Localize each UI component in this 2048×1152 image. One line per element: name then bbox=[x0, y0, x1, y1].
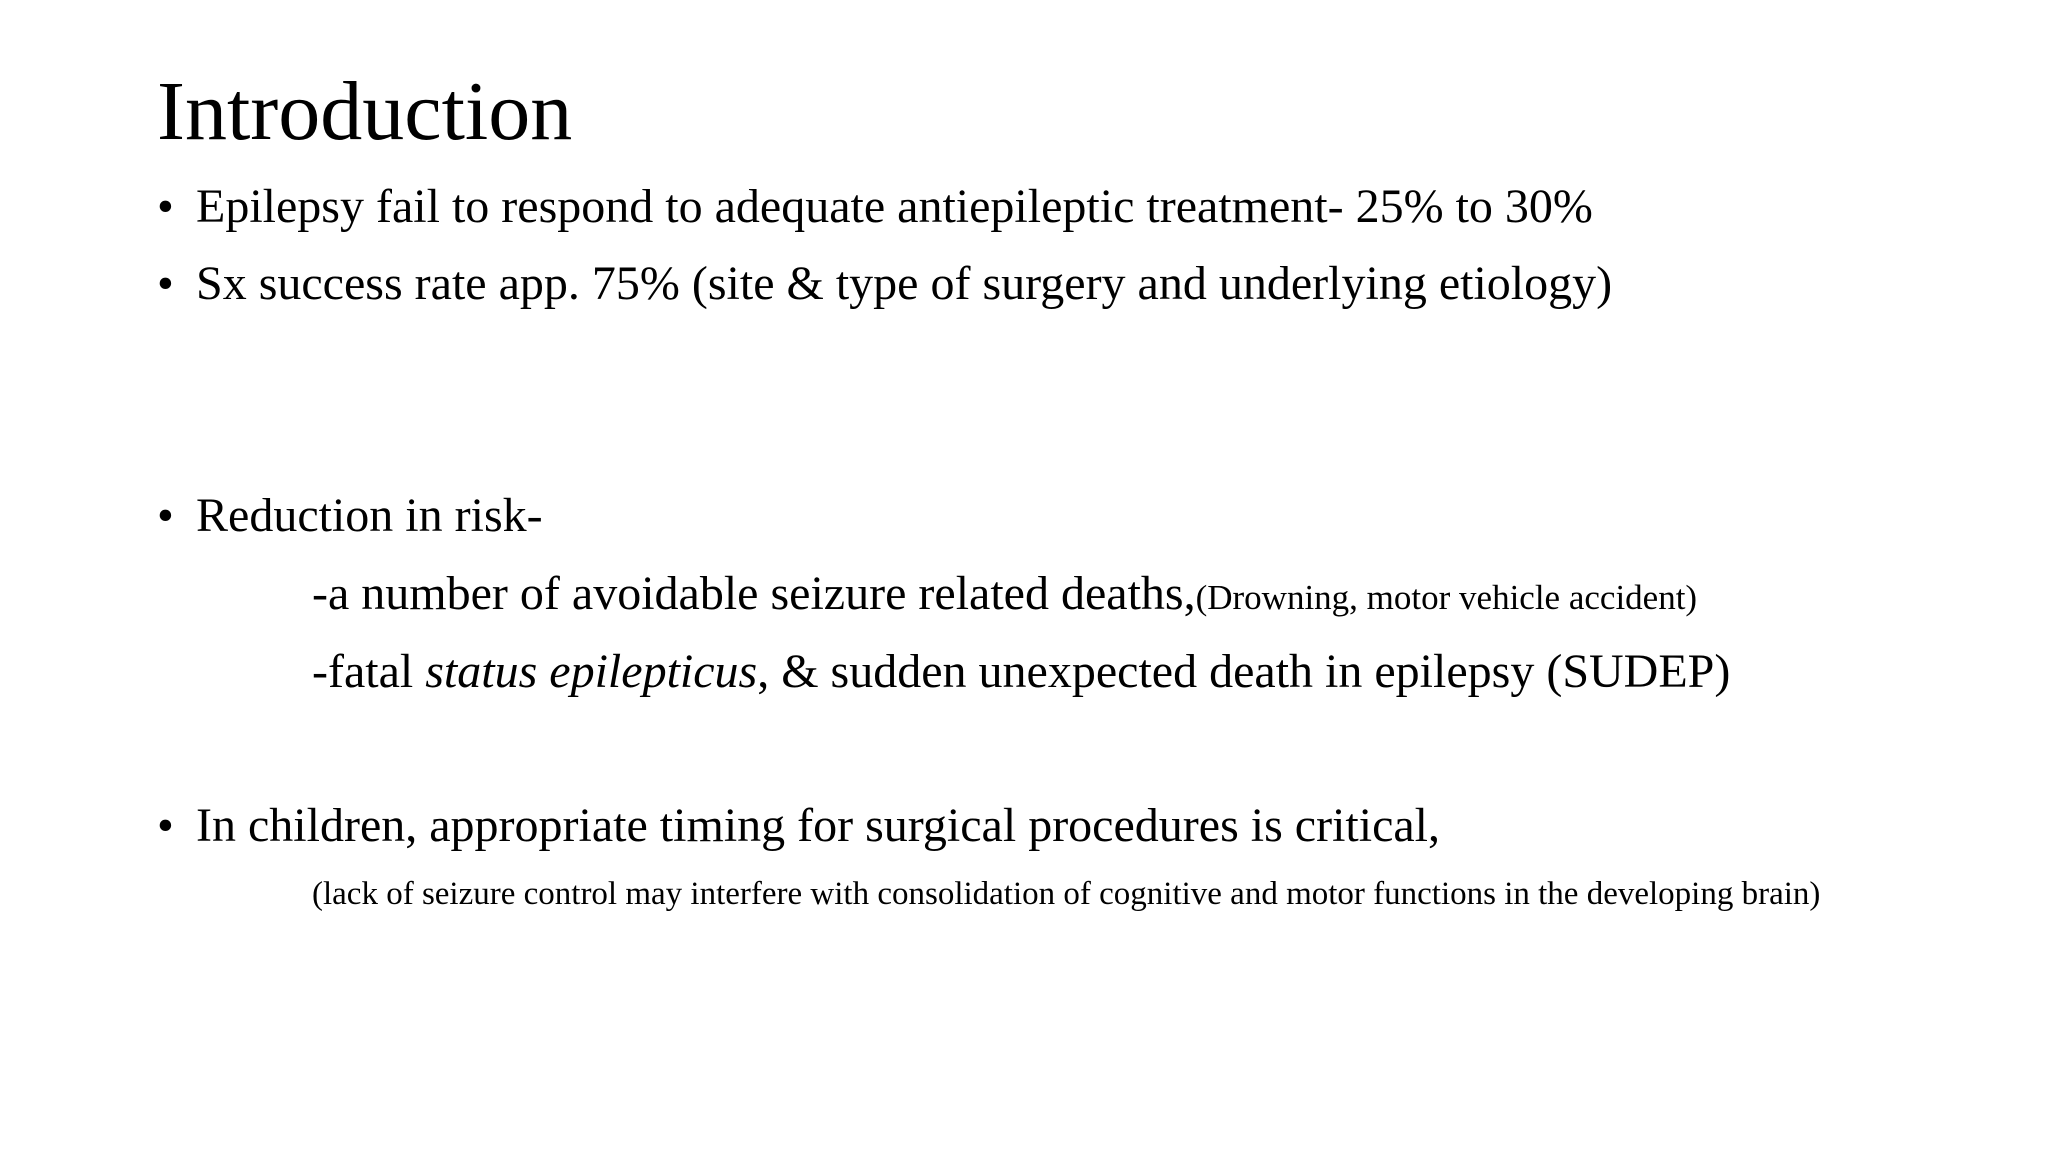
sub-item bbox=[312, 564, 1697, 628]
bullet-dot: • bbox=[157, 257, 174, 310]
bullet-text: Reduction in risk- bbox=[196, 489, 543, 542]
bullet-item bbox=[157, 177, 1593, 237]
sub-item-prefix: -fatal bbox=[312, 645, 426, 698]
bullet-dot: • bbox=[157, 180, 174, 233]
bullet-note: (lack of seizure control may interfere with consolidation of cognitive and motor functions in the developing brain) bbox=[312, 876, 1821, 912]
sub-item-text: -a number of avoidable seizure related deaths, bbox=[312, 567, 1196, 620]
sub-item-suffix: , & sudden unexpected death in epilepsy (SUDEP) bbox=[757, 645, 1731, 698]
bullet-text: Sx success rate app. 75% (site & type of surgery and underlying etiology) bbox=[196, 257, 1613, 310]
sub-item-note: (Drowning, motor vehicle accident) bbox=[1195, 578, 1698, 617]
sub-item-italic: status epilepticus bbox=[425, 645, 758, 698]
slide-title: Introduction bbox=[157, 65, 573, 158]
bullet-dot: • bbox=[157, 489, 174, 542]
bullet-item bbox=[157, 254, 1612, 314]
bullet-text: Epilepsy fail to respond to adequate antiepileptic treatment- 25% to 30% bbox=[196, 180, 1593, 233]
bullet-item bbox=[157, 486, 543, 546]
bullet-item bbox=[157, 796, 1440, 856]
sub-item bbox=[312, 642, 1730, 702]
bullet-dot: • bbox=[157, 799, 174, 852]
bullet-text: In children, appropriate timing for surgical procedures is critical, bbox=[196, 799, 1441, 852]
